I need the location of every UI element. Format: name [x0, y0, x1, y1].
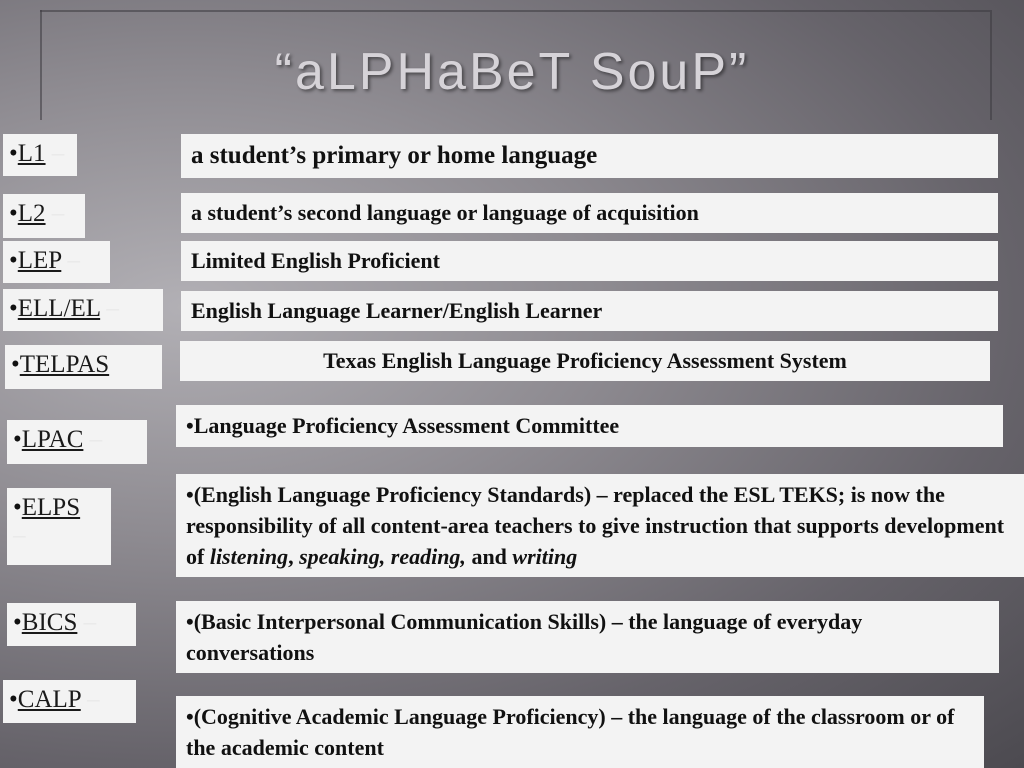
definition-lep: Limited English Proficient	[181, 241, 998, 281]
term-link-lpac[interactable]: LPAC	[21, 426, 84, 453]
term-box-ell	[3, 289, 163, 331]
bullet: •	[9, 295, 18, 322]
term-link-telpas[interactable]: TELPAS	[19, 351, 110, 378]
term-dash: –	[80, 686, 100, 713]
term-box-lep	[3, 241, 110, 283]
slide-title: “aLPHaBeT SouP”	[274, 43, 750, 101]
term-box-bics	[7, 603, 136, 646]
definition-elps	[176, 474, 1024, 577]
comma-text: ,	[288, 544, 300, 569]
bullet: •	[13, 426, 22, 453]
term-box-elps	[7, 488, 111, 565]
term-link-l1[interactable]: L1	[17, 140, 46, 167]
listening-text: listening	[209, 544, 289, 569]
term-link-lep[interactable]: LEP	[17, 247, 62, 274]
term-box-l2	[3, 194, 85, 238]
term-link-bics[interactable]: BICS	[21, 609, 78, 636]
term-link-elps[interactable]: ELPS	[21, 494, 81, 521]
term-dash: –	[61, 247, 81, 274]
term-box-telpas	[5, 345, 162, 389]
speaking-reading-text: speaking, reading,	[299, 544, 466, 569]
definition-bics: •(Basic Interpersonal Communication Skills) – the language of everyday conversations	[176, 601, 999, 673]
bullet: •	[9, 247, 18, 274]
writing-text: writing	[512, 544, 578, 569]
term-dash: –	[45, 140, 65, 167]
definition-l2: a student’s second language or language of acquisition	[181, 193, 998, 233]
term-dash: –	[45, 200, 65, 227]
definition-l1: a student’s primary or home language	[181, 134, 998, 178]
bullet: •	[9, 686, 18, 713]
and-text: and	[465, 544, 513, 569]
term-box-l1	[3, 134, 77, 176]
term-link-calp[interactable]: CALP	[17, 686, 81, 713]
term-dash: –	[77, 609, 97, 636]
definition-calp: •(Cognitive Academic Language Proficiency) – the language of the classroom or of the academic content	[176, 696, 984, 768]
term-link-ell[interactable]: ELL/EL	[17, 295, 101, 322]
frame-line-top	[40, 10, 990, 12]
definition-lpac: •Language Proficiency Assessment Committee	[176, 405, 1003, 447]
bullet: •	[11, 351, 20, 378]
bullet: •	[13, 609, 22, 636]
bullet: •	[9, 140, 18, 167]
term-dash: –	[83, 426, 103, 453]
definition-ell: English Language Learner/English Learner	[181, 291, 998, 331]
term-box-lpac	[7, 420, 147, 464]
term-dash: –	[13, 522, 26, 549]
definition-telpas: Texas English Language Proficiency Assessment System	[180, 341, 990, 381]
bullet: •	[13, 494, 22, 521]
term-link-l2[interactable]: L2	[17, 200, 46, 227]
term-box-calp	[3, 680, 136, 723]
definition-elps-text: •(English Language Proficiency Standards) – replaced the ESL TEKS; is now the responsibility of all content-area teachers to give instruction that supports development of	[186, 482, 1005, 569]
bullet: •	[9, 200, 18, 227]
term-dash: –	[100, 295, 119, 322]
